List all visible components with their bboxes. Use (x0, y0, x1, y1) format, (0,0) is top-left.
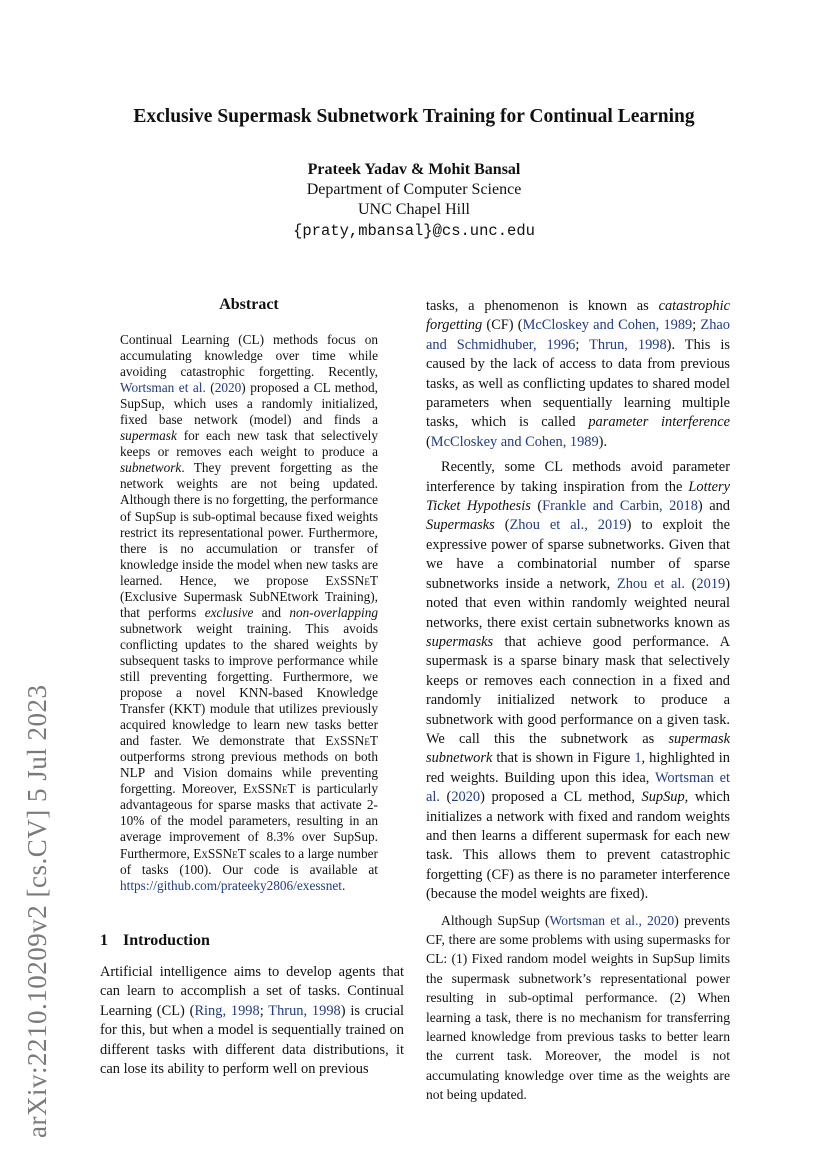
citation-link[interactable]: McCloskey and Cohen, 1989 (522, 317, 693, 334)
text-run: ( (439, 789, 452, 806)
text-run: for each new task that selectively keeps or removes each weight to produce a (120, 428, 378, 460)
method-name: ExSSNeT (193, 845, 246, 861)
text-run: ; (692, 317, 701, 334)
citation-link[interactable]: Wortsman et al. (120, 380, 206, 396)
citation-link[interactable]: Zhao and Schmidhuber, 1996 (426, 317, 730, 353)
text-run: ) noted that even within randomly weighted neural networks, there exist certain subnetworks known as (426, 575, 730, 631)
citation-link[interactable]: 2020 (214, 380, 242, 396)
text-run: ( (205, 380, 215, 396)
citation-link[interactable]: Zhou et al., 2019 (509, 517, 627, 534)
right-paragraph-1 (426, 297, 730, 452)
emphasis-text: non-overlapping (289, 604, 378, 620)
text-run: Recently, some CL methods avoid parameter interference by taking inspiration from the (426, 459, 730, 495)
emphasis-text: supermasks (426, 633, 494, 650)
text-run: tasks, a phenomenon is known as (426, 298, 659, 314)
text-run: is particularly advantageous for sparse masks that activate 2-10% of the model parameters, resulting in an average improvement of 8.3% over SupSup. Furthermore, (120, 781, 378, 861)
text-run: Continual Learning (CL) methods focus on accumulating knowledge over time while avoiding catastrophic forgetting. Recently, (120, 332, 378, 380)
text-run: , highlighted in red weights. Building upon this idea, (426, 750, 730, 786)
text-run: ( (494, 517, 510, 534)
text-run: (CF) ( (482, 317, 523, 334)
text-run: ) to exploit the expressive power of sparse subnetworks. Given that we have a combinatorial number of sparse subnetworks inside a network, (426, 517, 731, 592)
emphasis-text: catastrophic forgetting (426, 298, 730, 334)
text-run: ) and (697, 498, 730, 515)
citation-link[interactable]: 1 (634, 750, 642, 767)
text-run: that is shown in Figure (492, 750, 635, 767)
affiliation-department: Department of Computer Science (306, 181, 522, 198)
text-run: ) prevents CF, there are some problems with using supermasks for CL: (1) Fixed random model weights in SupSup limits the supermask subnetwork’s representational power resulting in sub-optimal performance. (2) When learning a task, there is no mechanism for transferring learned knowledge from previous tasks to better learn the current task. Moreover, the model is not accumulating knowledge over time as the weights are not being updated. (426, 912, 730, 1103)
section-title: Introduction (123, 932, 210, 949)
text-run: ; (575, 336, 590, 353)
text-run: (Exclusive Supermask SubNEtwork Training), that performs (120, 588, 378, 620)
section-heading (100, 932, 210, 950)
paper-authors: Prateek Yadav & Mohit Bansal (307, 161, 521, 178)
citation-link[interactable]: Ring, 1998 (194, 1002, 260, 1019)
emphasis-text: parameter interference (588, 414, 730, 431)
emphasis-text: exclusive (204, 604, 254, 620)
text-run: , which initializes a network with fixed and random weights and then learns a different supermask for each new task. This allows them to prevent catastrophic forgetting (CF) as there is no parameter interference (because the model weights are fixed). (426, 789, 731, 903)
text-run: ( (530, 498, 543, 515)
citation-link[interactable]: McCloskey and Cohen, 1989 (430, 433, 599, 450)
text-run: ( (426, 433, 431, 450)
citation-link[interactable]: Wortsman et al. (426, 769, 730, 806)
emphasis-text: SupSup (641, 789, 685, 806)
emphasis-text: supermask (120, 428, 177, 444)
citation-link[interactable]: Thrun, 1998 (589, 336, 667, 353)
text-run: outperforms strong previous methods on both NLP and Vision domains while preventing forgetting. Moreover, (120, 749, 378, 797)
abstract-heading: Abstract (219, 296, 279, 313)
emphasis-text: subnetwork (120, 460, 182, 476)
text-run: scales to a large number of tasks (100). Our code is available at (120, 845, 378, 877)
emphasis-text: Lottery Ticket Hypothesis (426, 478, 730, 515)
text-run: that achieve good performance. A supermask is a sparse binary mask that selectively keeps or removes each connection in a fixed and randomly initialized network to produce a subnetwork with good performance on a given task. We call this the subnetwork as (426, 633, 730, 747)
text-run: ). This is caused by the lack of access to data from previous tasks, as well as conflicting updates to shared model parameters when sequentially learning multiple tasks, which is called (426, 336, 730, 431)
text-run: . (341, 877, 346, 893)
method-name: ExSSNeT (325, 572, 378, 588)
text-run: . They prevent forgetting as the network weights are not being updated. Although there is no forgetting, the performance of SupSup is sub-optimal because fixed weights restrict its representational power. Furthermore, there is no accumulation or transfer of knowledge inside the model when new tasks are learned. Hence, we propose (120, 460, 378, 588)
method-name: ExSSNeT (325, 733, 378, 749)
citation-link[interactable]: Wortsman et al., 2020 (549, 912, 675, 928)
text-run: subnetwork weight training. This avoids conflicting updates to the shared weights by subsequent tasks to improve performance while still preventing forgetting. Furthermore, we propose a novel KNN-based Knowledge Transfer (KKT) module that utilizes previously acquired knowledge to learn new tasks better and faster. We demonstrate that (120, 620, 378, 749)
text-run: and (253, 604, 290, 620)
citation-link[interactable]: Thrun, 1998 (268, 1002, 341, 1019)
right-column (426, 297, 730, 1111)
right-paragraph-2 (426, 458, 730, 904)
arxiv-identifier: arXiv:2210.10209v2 [cs.CV] 5 Jul 2023 (22, 684, 52, 1138)
text-run: ) proposed a CL method, SupSup, which uses a randomly initialized, fixed base network (model) and finds a (120, 380, 378, 428)
citation-link[interactable]: Zhou et al. (616, 575, 685, 592)
citation-link[interactable]: 2019 (696, 575, 726, 592)
text-run: Although SupSup ( (441, 912, 550, 928)
text-run: ( (684, 575, 697, 592)
method-name: ExSSNeT (242, 781, 296, 797)
emphasis-text: Supermasks (426, 517, 495, 534)
text-run: ). (598, 433, 608, 450)
text-run: ) proposed a CL method, (480, 789, 642, 806)
abstract-text (120, 332, 378, 894)
emphasis-text: supermask subnetwork (426, 730, 730, 767)
affiliation-university: UNC Chapel Hill (358, 201, 470, 218)
citation-link[interactable]: https://github.com/prateeky2806/exessnet (120, 877, 342, 893)
text-run: ) is crucial for this, but when a model is sequentially trained on different tasks with different data distributions, it can lose its ability to perform well on previous (100, 1002, 404, 1078)
right-paragraph-3 (426, 911, 730, 1105)
citation-link[interactable]: Frankle and Carbin, 2018 (542, 498, 698, 515)
paper-title: Exclusive Supermask Subnetwork Training for Continual Learning (133, 106, 695, 127)
citation-link[interactable]: 2020 (451, 789, 481, 806)
text-run: Artificial intelligence aims to develop agents that can learn to accomplish a set of tasks. Continual Learning (CL) ( (100, 964, 404, 1019)
author-email: {praty,mbansal}@cs.unc.edu (293, 222, 535, 240)
text-run: ; (259, 1002, 269, 1019)
section-number: 1 (100, 932, 108, 949)
intro-left-paragraph (100, 963, 404, 1079)
